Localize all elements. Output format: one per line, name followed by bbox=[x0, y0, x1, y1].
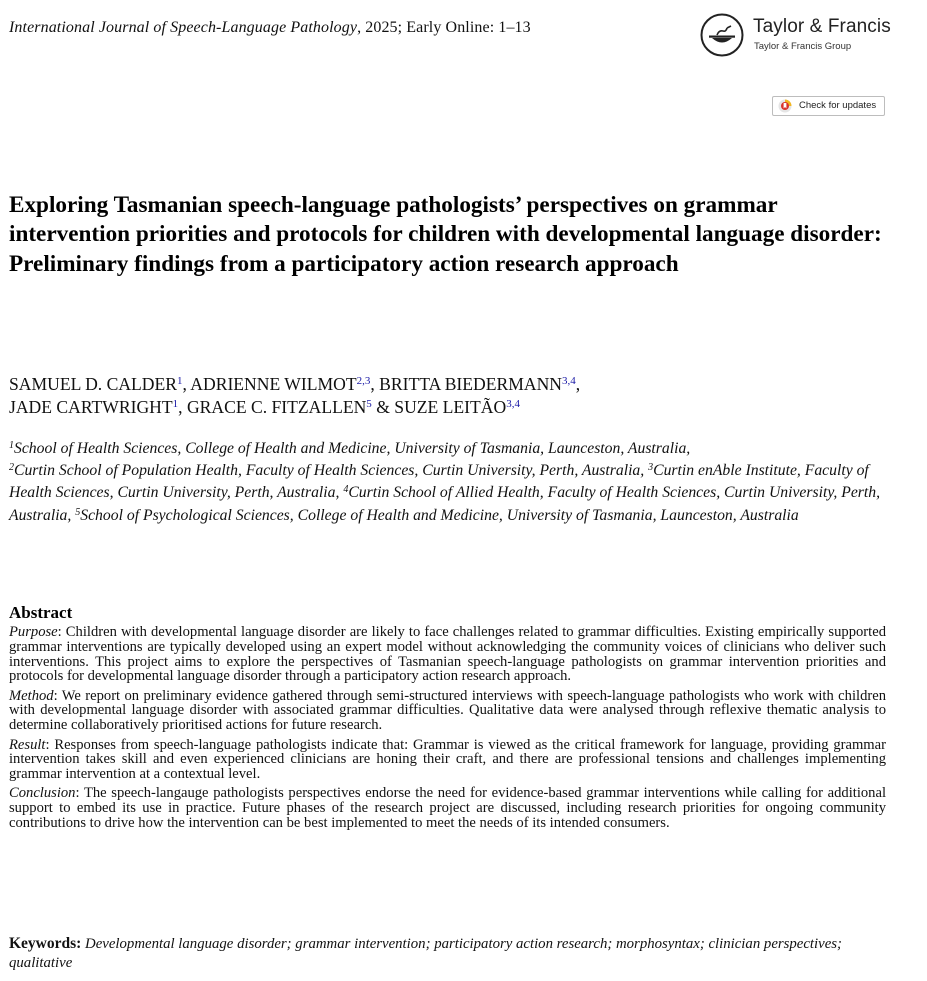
author-separator: , bbox=[178, 397, 187, 417]
author-affiliation-mark[interactable]: 1 bbox=[172, 398, 179, 410]
abstract-section-label: Purpose bbox=[9, 624, 58, 640]
author-affiliation-mark[interactable]: 1 bbox=[176, 375, 183, 387]
keywords bbox=[9, 935, 886, 972]
abstract-heading: Abstract bbox=[9, 603, 73, 622]
abstract-section-label: Result bbox=[9, 736, 46, 753]
author-separator: , bbox=[182, 374, 191, 394]
keywords-text: Developmental language disorder; grammar intervention; participatory action research; morphosyntax; clinician perspectives; qualitative bbox=[9, 936, 842, 971]
journal-name: International Journal of Speech-Language Pathology bbox=[9, 19, 358, 36]
lamp-logo-icon bbox=[700, 13, 744, 57]
author-affiliation-mark[interactable]: 3,4 bbox=[562, 375, 576, 387]
author-separator: , bbox=[370, 374, 380, 394]
author-affiliation-mark[interactable]: 5 bbox=[366, 398, 372, 410]
author-name[interactable]: SUZE LEITÃO bbox=[394, 397, 507, 417]
author-affiliation-mark[interactable]: 3,4 bbox=[506, 398, 520, 410]
abstract-section-text: : Responses from speech-language pathologists indicate that: Grammar is viewed as the critical framework for language, providing grammar intervention takes skill and even experienced clinicians are honing their craft, and there are professional tensions and challenges implementing grammar intervention at a contextual level. bbox=[9, 736, 886, 783]
affiliation-list bbox=[9, 438, 889, 527]
abstract-method bbox=[9, 689, 886, 733]
abstract-purpose bbox=[9, 625, 886, 684]
keywords-label: Keywords: bbox=[9, 935, 82, 952]
article-title: Exploring Tasmanian speech-language pathologists’ perspectives on grammar intervention priorities and protocols for children with developmental language disorder: Preliminary findings from a participatory action research approach bbox=[9, 192, 882, 277]
author-list bbox=[9, 373, 889, 419]
journal-meta: , 2025; Early Online: 1–13 bbox=[357, 19, 531, 36]
author-affiliation-mark[interactable]: 2,3 bbox=[356, 375, 371, 387]
affiliation-text: Curtin School of Population Health, Faculty of Health Sciences, Curtin University, Perth, Australia, bbox=[14, 462, 645, 480]
check-for-updates-label: Check for updates bbox=[799, 100, 877, 111]
crossmark-icon bbox=[778, 99, 792, 113]
affiliation-number: 3 bbox=[648, 462, 654, 474]
author-separator: , bbox=[575, 374, 581, 394]
abstract-section bbox=[9, 603, 886, 835]
affiliation-text: Curtin enAble Institute, Faculty of Health Sciences, Curtin University, Perth, Australia, bbox=[9, 462, 869, 502]
abstract-section-text: : The speech-langauge pathologists perspectives endorse the need for evidence-based grammar interventions while calling for additional support to embed its use in practice. Future phases of the research project are discussed, including research priorities for ongoing community contributions to drive how the intervention can be best implemented to meet the needs of its intended consumers. bbox=[9, 785, 886, 832]
abstract-section-text: : Children with developmental language disorder are likely to face challenges related to grammar difficulties. Existing empirically supported grammar interventions are typically developed using an expert model without acknowledging the community voices of clinicians who deliver such interventions. This project aims to explore the perspectives of Tasmanian speech-language pathologists on grammar intervention priorities and protocols for developmental language disorder through a participatory action research approach. bbox=[9, 624, 886, 685]
author-separator: & bbox=[371, 397, 395, 417]
abstract-section-label: Conclusion bbox=[9, 785, 76, 802]
author-name[interactable]: GRACE C. FITZALLEN bbox=[186, 397, 367, 417]
affiliation-text: School of Health Sciences, College of Health and Medicine, University of Tasmania, Launceston, Australia, bbox=[14, 440, 691, 457]
affiliation-number: 5 bbox=[75, 506, 81, 518]
publisher-name: Taylor & Francis bbox=[753, 16, 891, 37]
author-name[interactable]: SAMUEL D. CALDER bbox=[9, 374, 177, 394]
affiliation-number: 4 bbox=[343, 484, 349, 496]
check-for-updates-button[interactable] bbox=[772, 96, 885, 116]
abstract-section-label: Method bbox=[9, 687, 54, 704]
affiliation-number: 2 bbox=[9, 462, 14, 474]
publisher-logo[interactable] bbox=[700, 13, 900, 59]
affiliation-text: School of Psychological Sciences, College of Health and Medicine, University of Tasmania, Launceston, Australia bbox=[80, 506, 799, 524]
author-name[interactable]: ADRIENNE WILMOT bbox=[190, 374, 357, 394]
author-name[interactable]: BRITTA BIEDERMANN bbox=[379, 374, 562, 394]
abstract-conclusion bbox=[9, 786, 886, 830]
publisher-group: Taylor & Francis Group bbox=[754, 41, 852, 52]
journal-citation bbox=[9, 19, 531, 37]
affiliation-number: 1 bbox=[9, 440, 14, 451]
author-name[interactable]: JADE CARTWRIGHT bbox=[9, 397, 173, 417]
affiliation-text: Curtin School of Allied Health, Faculty of Health Sciences, Curtin University, Perth, Australia, bbox=[9, 484, 881, 524]
abstract-section-text: : We report on preliminary evidence gathered through semi-structured interviews with speech-language pathologists who work with children with developmental language disorder with associated grammar difficulties. Qualitative data were analysed through reflexive thematic analysis to determine collaboratively prioritised actions for future research. bbox=[9, 687, 886, 734]
abstract-result bbox=[9, 738, 886, 782]
